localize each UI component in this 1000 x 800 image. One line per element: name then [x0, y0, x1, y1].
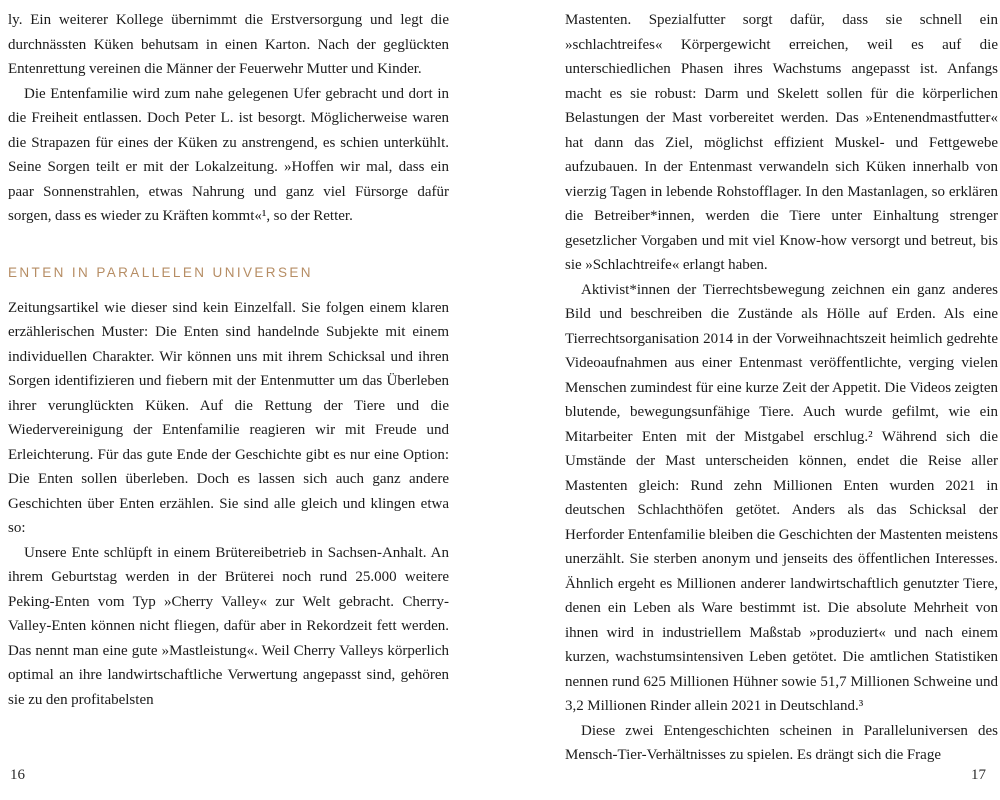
- page-number-left: 16: [10, 767, 25, 783]
- paragraph-rescue: Die Entenfamilie wird zum nahe gelegenen Ufer gebracht und dort in die Freiheit entlassen. Doch Peter L. ist besorgt. Möglicherweise waren die Strapazen für eines der Küken zu anstrengend, es schien unterkühlt. Seine Sorgen teilt er mit der Lokalzeitung. »Hoffen wir mal, dass ein paar Sonnenstrahlen, etwas Nahrung und ganz viel Fürsorge dafür sorgen, dass es wieder zu Kräften kommt«¹, so der Retter.: [8, 85, 449, 224]
- page-right: [565, 8, 998, 770]
- paragraph-feed: Mastenten. Spezialfutter sorgt dafür, dass sie schnell ein »schlachtreifes« Körpergewicht erreichen, weil es auf die unterschiedlichen Phasen ihres Wachstums angepasst ist. Anfangs macht es sie robust: Darm und Skelett sollen für die körperlichen Belastungen der Mast vorbereitet werden. Das »Entenendmastfutter« hat dann das Ziel, möglichst effizient Muskel- und Fettgewebe aufzubauen. In der Entenmast verwandeln sich Küken innerhalb von vierzig Tagen in lebende Rohstofflager. In den Mastanlagen, so erklären die Betreiber*innen, werden die Tiere unter Einhaltung strenger gesetzlicher Vorgaben und mit viel Know-how versorgt und betreut, bis sie »Schlachtreife« erlangt haben.: [565, 12, 998, 273]
- section-heading: ENTEN IN PARALLELEN UNIVERSEN: [8, 264, 313, 280]
- paragraph-pattern: Zeitungsartikel wie dieser sind kein Einzelfall. Sie folgen einem klaren erzählerischen Muster: Die Enten sind handelnde Subjekte mit einem individuellen Charakter. Wir können uns mit ihrem Schicksal und ihren Sorgen identifizieren und fiebern mit der Entenmutter um das Überleben ihrer verunglückten Küken. Auf die Rettung der Tiere und die Wiedervereinigung der Entenfamilie reagieren wir mit Freude und Erleichterung. Für das gute Ende der Geschichte gibt es nur eine Option: Die Enten sollen überleben. Doch es lassen sich auch ganz andere Geschichten über Enten erzählen. Sie sind alle gleich und klingen etwa so:: [8, 299, 449, 536]
- paragraph-continuation: ly. Ein weiterer Kollege übernimmt die Erstversorgung und legt die durchnässten Küken behutsam in einen Karton. Nach der geglückten Entenrettung vereinen die Männer der Feuerwehr Mutter und Kinder.: [8, 12, 449, 77]
- paragraph-activists: Aktivist*innen der Tierrechtsbewegung zeichnen ein ganz anderes Bild und beschreiben die Zustände als Hölle auf Erden. Als eine Tierrechtsorganisation 2014 in der Vorweihnachtszeit heimlich gedrehte Videoaufnahmen aus einer Entenmast veröffentlichte, verging vielen Menschen zumindest für eine kurze Zeit der Appetit. Die Videos zeigten blutende, bewegungsunfähige Tiere. Auch wurde gefilmt, wie ein Mitarbeiter Enten mit der Mistgabel erschlug.² Während sich die Umstände der Mast unterscheiden können, endet die Reise aller Mastenten gleich: Rund zehn Millionen Enten wurden 2021 in deutschen Schlachthöfen getötet. Anders als das Schicksal der Herforder Entenfamilie bleiben die Geschichten der Mastenten meistens unerzählt. Sie sterben anonym und jenseits des öffentlichen Interesses. Ähnlich ergeht es Millionen anderer landwirtschaftlich genutzter Tiere, denen ein Leben als Ware bestimmt ist. Die absolute Mehrheit von ihnen wird in industriellem Maßstab »produziert« und nach einem kurzen, wachstumsintensiven Leben getötet. Die amtlichen Statistiken nennen rund 625 Millionen Hühner sowie 51,7 Millionen Schweine und 3,2 Millionen Rinder allein 2021 in Deutschland.³: [565, 281, 998, 714]
- page-left: [8, 8, 449, 770]
- paragraph-hatchery: Unsere Ente schlüpft in einem Brütereibetrieb in Sachsen-Anhalt. An ihrem Geburtstag werden in der Brüterei noch rund 25.000 weitere Peking-Enten vom Typ »Cherry Valley« zur Welt gebracht. Cherry-Valley-Enten können nicht fliegen, dafür aber in Rekordzeit fett werden. Das nennt man eine gute »Mastleistung«. Weil Cherry Valleys körperlich optimal an ihre landwirtschaftliche Verwertung angepasst sind, gehören sie zu den profitabelsten: [8, 544, 449, 708]
- page-number-right: 17: [971, 767, 986, 783]
- paragraph-parallel-universes: Diese zwei Entengeschichten scheinen in Paralleluniversen des Mensch-Tier-Verhältnisses zu spielen. Es drängt sich die Frage: [565, 722, 998, 763]
